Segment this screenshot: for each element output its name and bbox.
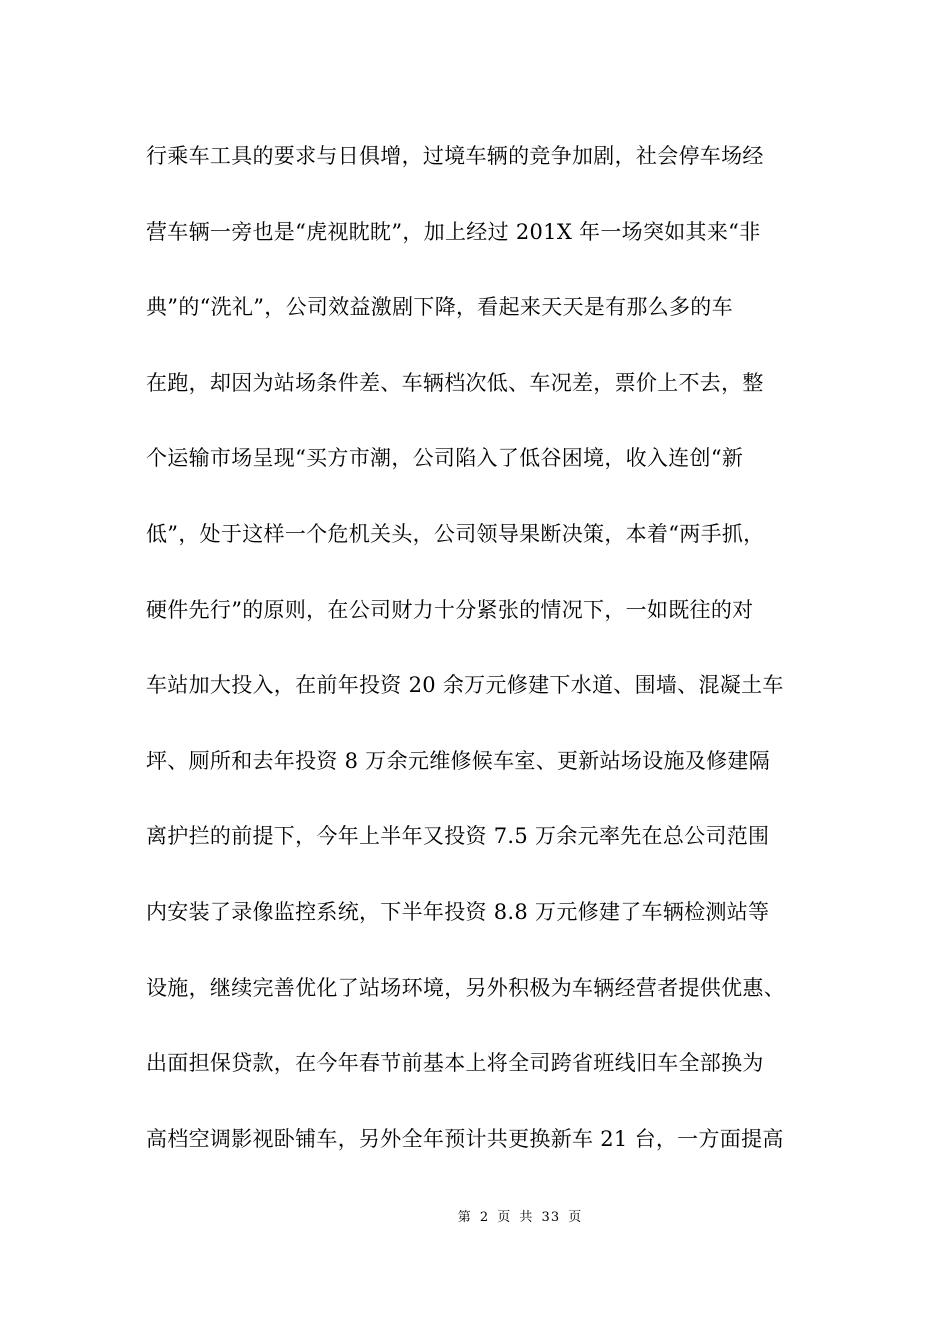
text-line: 营车辆一旁也是“虎视眈眈”，加上经过 201X 年一场突如其来“非 (146, 219, 761, 244)
text-line: 出面担保贷款，在今年春节前基本上将全司跨省班线旧车全部换为 (146, 1051, 764, 1076)
text-line: 硬件先行”的原则，在公司财力十分紧张的情况下，一如既往的对 (146, 597, 754, 622)
text-line: 低”，处于这样一个危机关头，公司领导果断决策，本着“两手抓， (146, 521, 765, 546)
text-line: 内安装了录像监控系统，下半年投资 8.8 万元修建了车辆检测站等 (146, 899, 770, 924)
body-text (146, 136, 826, 1194)
text-line: 离护拦的前提下，今年上半年又投资 7.5 万余元率先在总公司范围 (146, 824, 770, 849)
text-line: 坪、厕所和去年投资 8 万余元维修候车室、更新站场设施及修建隔 (146, 748, 771, 773)
text-line: 在跑，却因为站场条件差、车辆档次低、车况差，票价上不去，整 (146, 370, 764, 395)
page-number: 第 2 页 共 33 页 (457, 1210, 583, 1225)
text-line: 行乘车工具的要求与日俱增，过境车辆的竞争加剧，社会停车场经 (146, 144, 764, 168)
text-line: 个运输市场呈现“买方市潮，公司陷入了低谷困境，收入连创“新 (146, 446, 744, 471)
text-line: 车站加大投入，在前年投资 20 余万元修建下水道、围墙、混凝土车 (146, 673, 784, 698)
text-line: 高档空调影视卧铺车，另外全年预计共更换新车 21 台，一方面提高 (146, 1126, 784, 1151)
text-line: 设施，继续完善优化了站场环境，另外积极为车辆经营者提供优惠、 (146, 975, 785, 1000)
page-footer (0, 1209, 950, 1227)
text-line: 典”的“洗礼”，公司效益激剧下降，看起来天天是有那么多的车 (146, 295, 733, 320)
